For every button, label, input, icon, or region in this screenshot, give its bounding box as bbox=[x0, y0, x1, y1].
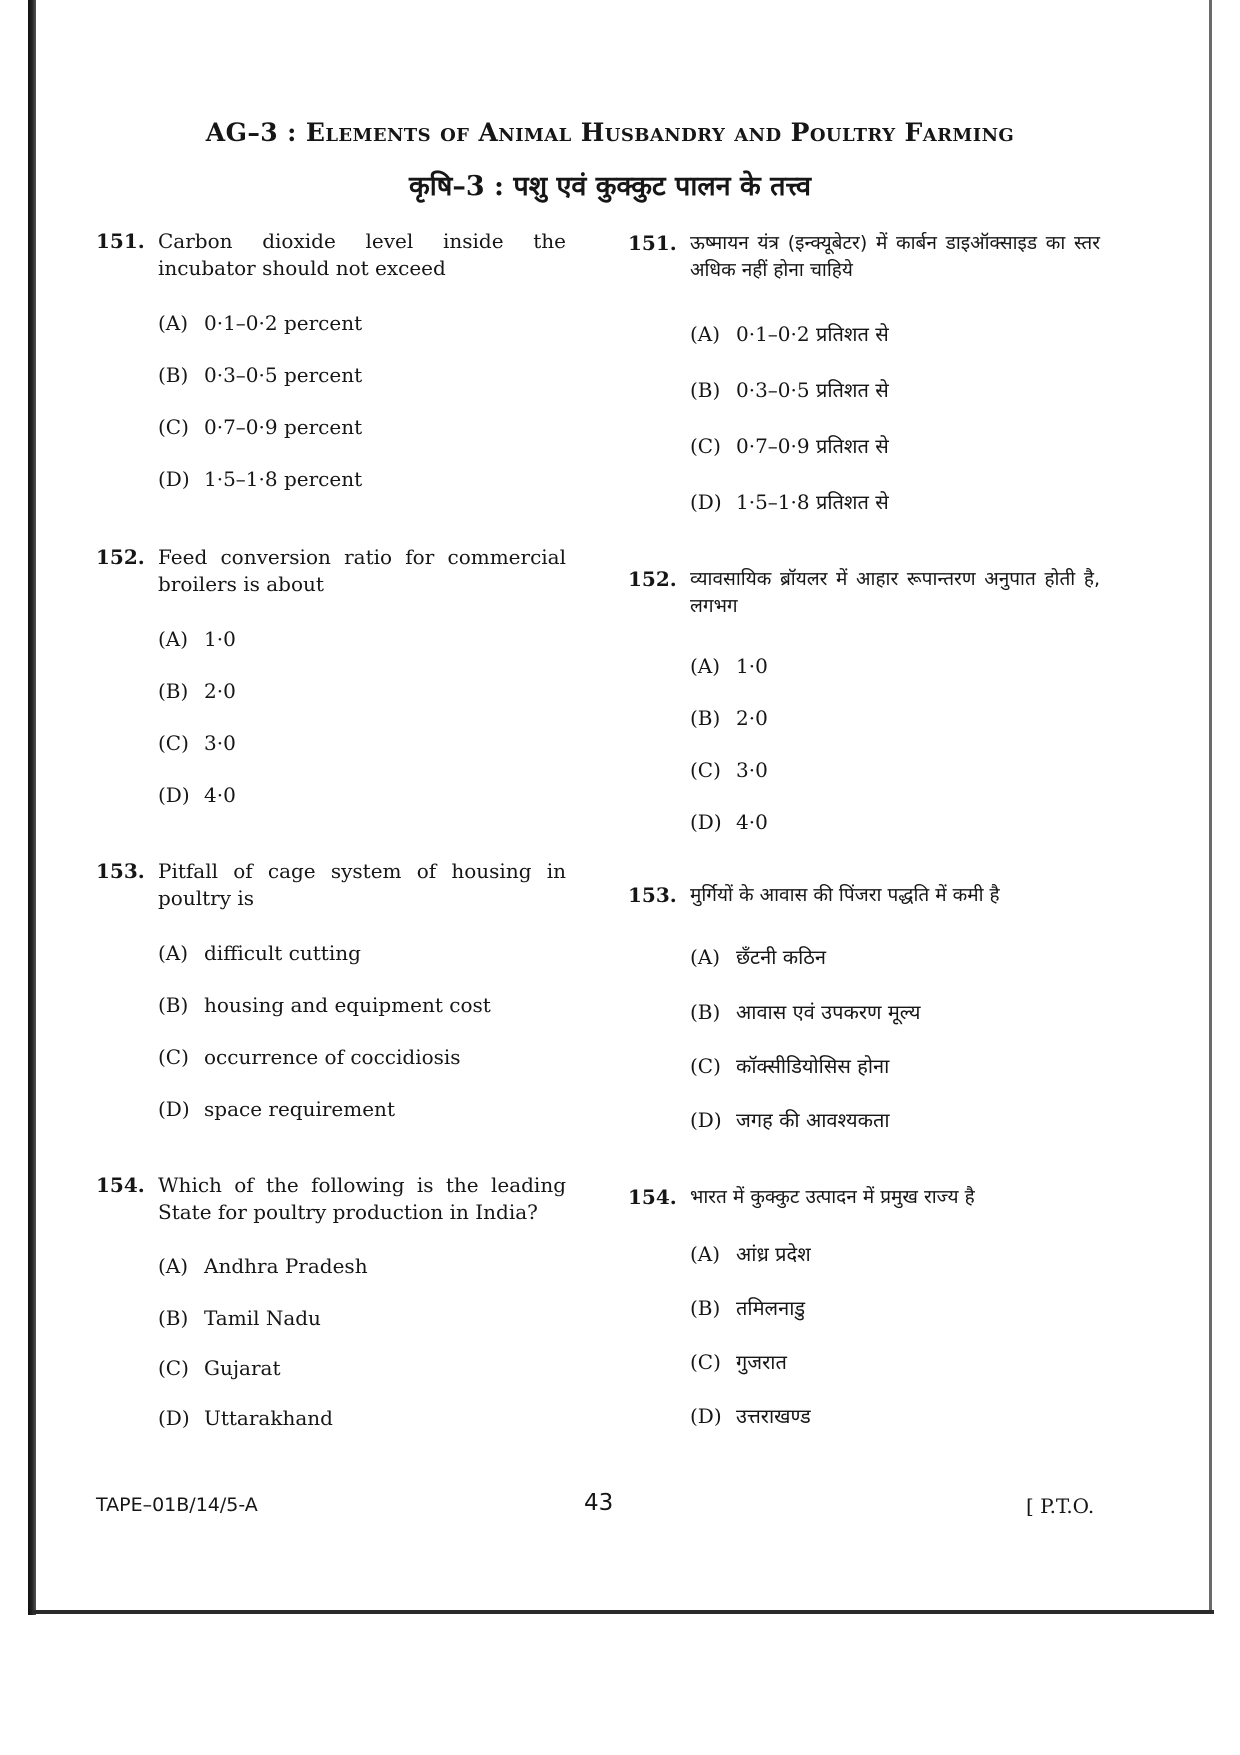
option-text: 4·0 bbox=[736, 810, 768, 834]
option-text: उत्तराखण्ड bbox=[736, 1404, 811, 1428]
option-label: (A) bbox=[158, 941, 189, 965]
option-text: Tamil Nadu bbox=[204, 1306, 321, 1330]
option-text: 0·7–0·9 प्रतिशत से bbox=[736, 434, 889, 458]
option-text: आवास एवं उपकरण मूल्य bbox=[736, 1000, 921, 1024]
question-number: 154. bbox=[628, 1185, 677, 1209]
option-151-a-hi bbox=[690, 320, 889, 347]
option-text: तमिलनाडु bbox=[736, 1296, 806, 1320]
option-152-c-en bbox=[158, 731, 236, 755]
option-text: difficult cutting bbox=[204, 941, 361, 965]
option-153-b-en bbox=[158, 993, 491, 1017]
option-151-c-en bbox=[158, 415, 362, 439]
option-152-a-hi bbox=[690, 654, 768, 678]
page-title-hindi: कृषि–3 : पशु एवं कुक्कुट पालन के तत्त्व bbox=[408, 171, 811, 202]
option-text: 1·5–1·8 percent bbox=[204, 467, 363, 491]
option-label: (A) bbox=[690, 1242, 721, 1266]
option-label: (B) bbox=[690, 1296, 721, 1320]
option-label: (C) bbox=[690, 1054, 721, 1078]
question-text: व्यावसायिक ब्रॉयलर में आहार रूपान्तरण अनुपात होती है, लगभग bbox=[690, 568, 1100, 617]
option-label: (B) bbox=[690, 706, 721, 730]
option-label: (D) bbox=[158, 467, 190, 491]
option-label: (D) bbox=[158, 783, 190, 807]
pto-marker: [ P.T.O. bbox=[1026, 1494, 1095, 1518]
option-text: 0·1–0·2 प्रतिशत से bbox=[736, 322, 889, 346]
scan-right-edge bbox=[1209, 0, 1212, 1612]
option-label: (C) bbox=[690, 1350, 721, 1374]
question-text: Feed conversion ratio for commercial broilers is about bbox=[158, 545, 566, 596]
option-label: (B) bbox=[158, 1306, 189, 1330]
question-number: 154. bbox=[96, 1173, 145, 1197]
page-title-english: AG–3 : Elements of Animal Husbandry and Poultry Farming bbox=[205, 118, 1015, 147]
option-label: (B) bbox=[690, 1000, 721, 1024]
option-label: (A) bbox=[158, 1254, 189, 1278]
option-label: (C) bbox=[158, 1045, 189, 1069]
option-153-d-en bbox=[158, 1097, 395, 1121]
question-text: Pitfall of cage system of housing in poultry is bbox=[158, 859, 566, 910]
option-text: छँटनी कठिन bbox=[736, 945, 826, 969]
question-number: 153. bbox=[96, 859, 145, 883]
option-152-a-en bbox=[158, 627, 236, 651]
option-text: 1·0 bbox=[736, 654, 768, 678]
option-label: (D) bbox=[158, 1406, 190, 1430]
option-text: housing and equipment cost bbox=[204, 993, 491, 1017]
option-text: space requirement bbox=[204, 1097, 395, 1121]
option-text: जगह की आवश्यकता bbox=[736, 1108, 890, 1132]
option-text: कॉक्सीडियोसिस होना bbox=[736, 1054, 890, 1078]
option-text: occurrence of coccidiosis bbox=[204, 1045, 461, 1069]
option-152-d-en bbox=[158, 783, 236, 807]
option-label: (A) bbox=[690, 654, 721, 678]
option-153-d-hi bbox=[690, 1106, 890, 1133]
option-label: (A) bbox=[158, 311, 189, 335]
option-label: (B) bbox=[158, 993, 189, 1017]
option-text: 2·0 bbox=[736, 706, 768, 730]
question-number: 151. bbox=[96, 229, 145, 253]
option-label: (D) bbox=[690, 490, 722, 514]
option-label: (D) bbox=[690, 1108, 722, 1132]
question-text: भारत में कुक्कुट उत्पादन में प्रमुख राज्य है bbox=[690, 1186, 975, 1208]
option-154-c-en bbox=[158, 1356, 281, 1380]
option-153-a-hi bbox=[690, 943, 826, 970]
option-label: (B) bbox=[690, 378, 721, 402]
option-text: 0·1–0·2 percent bbox=[204, 311, 363, 335]
option-label: (D) bbox=[690, 810, 722, 834]
scan-left-edge bbox=[28, 0, 36, 1615]
page-number: 43 bbox=[584, 1490, 614, 1516]
option-label: (C) bbox=[158, 415, 189, 439]
option-153-a-en bbox=[158, 941, 361, 965]
option-text: 0·3–0·5 percent bbox=[204, 363, 363, 387]
option-151-b-hi bbox=[690, 376, 889, 403]
option-151-a-en bbox=[158, 311, 362, 335]
option-154-b-hi bbox=[690, 1294, 805, 1321]
question-text: मुर्गियों के आवास की पिंजरा पद्धति में कमी है bbox=[690, 884, 1000, 906]
option-label: (C) bbox=[158, 1356, 189, 1380]
option-text: गुजरात bbox=[736, 1350, 787, 1374]
option-text: 0·3–0·5 प्रतिशत से bbox=[736, 378, 889, 402]
option-152-d-hi bbox=[690, 810, 768, 834]
option-text: 3·0 bbox=[204, 731, 236, 755]
option-text: 1·0 bbox=[204, 627, 236, 651]
option-label: (B) bbox=[158, 363, 189, 387]
option-text: 1·5–1·8 प्रतिशत से bbox=[736, 490, 889, 514]
question-text: Which of the following is the leading State for poultry production in India? bbox=[158, 1173, 566, 1224]
option-label: (A) bbox=[158, 627, 189, 651]
option-151-c-hi bbox=[690, 432, 889, 459]
booklet-code: TAPE–01B/14/5-A bbox=[96, 1494, 258, 1516]
option-text: Andhra Pradesh bbox=[204, 1254, 368, 1278]
option-151-b-en bbox=[158, 363, 362, 387]
option-154-a-en bbox=[158, 1254, 368, 1278]
option-label: (D) bbox=[158, 1097, 190, 1121]
option-151-d-en bbox=[158, 467, 362, 491]
question-number: 153. bbox=[628, 883, 677, 907]
scan-bottom-edge bbox=[32, 1610, 1214, 1614]
question-text: Carbon dioxide level inside the incubator should not exceed bbox=[158, 229, 566, 280]
option-154-d-en bbox=[158, 1406, 333, 1430]
option-153-c-en bbox=[158, 1045, 461, 1069]
option-text: Gujarat bbox=[204, 1356, 281, 1380]
question-text: ऊष्मायन यंत्र (इन्क्यूबेटर) में कार्बन डाइऑक्साइड का स्तर अधिक नहीं होना चाहिये bbox=[690, 232, 1100, 281]
option-153-b-hi bbox=[690, 998, 921, 1025]
option-154-b-en bbox=[158, 1306, 321, 1330]
option-text: 0·7–0·9 percent bbox=[204, 415, 363, 439]
option-label: (C) bbox=[158, 731, 189, 755]
option-text: 3·0 bbox=[736, 758, 768, 782]
option-151-d-hi bbox=[690, 488, 889, 515]
option-text: 2·0 bbox=[204, 679, 236, 703]
option-text: Uttarakhand bbox=[204, 1406, 333, 1430]
option-text: आंध्र प्रदेश bbox=[736, 1242, 811, 1266]
option-label: (C) bbox=[690, 434, 721, 458]
option-152-b-en bbox=[158, 679, 236, 703]
option-label: (B) bbox=[158, 679, 189, 703]
option-152-c-hi bbox=[690, 758, 768, 782]
option-154-c-hi bbox=[690, 1348, 787, 1375]
question-number: 152. bbox=[96, 545, 145, 569]
question-number: 151. bbox=[628, 231, 677, 255]
option-154-a-hi bbox=[690, 1240, 811, 1267]
option-label: (C) bbox=[690, 758, 721, 782]
option-label: (A) bbox=[690, 945, 721, 969]
option-152-b-hi bbox=[690, 706, 768, 730]
question-number: 152. bbox=[628, 567, 677, 591]
option-text: 4·0 bbox=[204, 783, 236, 807]
option-label: (D) bbox=[690, 1404, 722, 1428]
option-label: (A) bbox=[690, 322, 721, 346]
option-153-c-hi bbox=[690, 1052, 889, 1079]
option-154-d-hi bbox=[690, 1402, 811, 1429]
